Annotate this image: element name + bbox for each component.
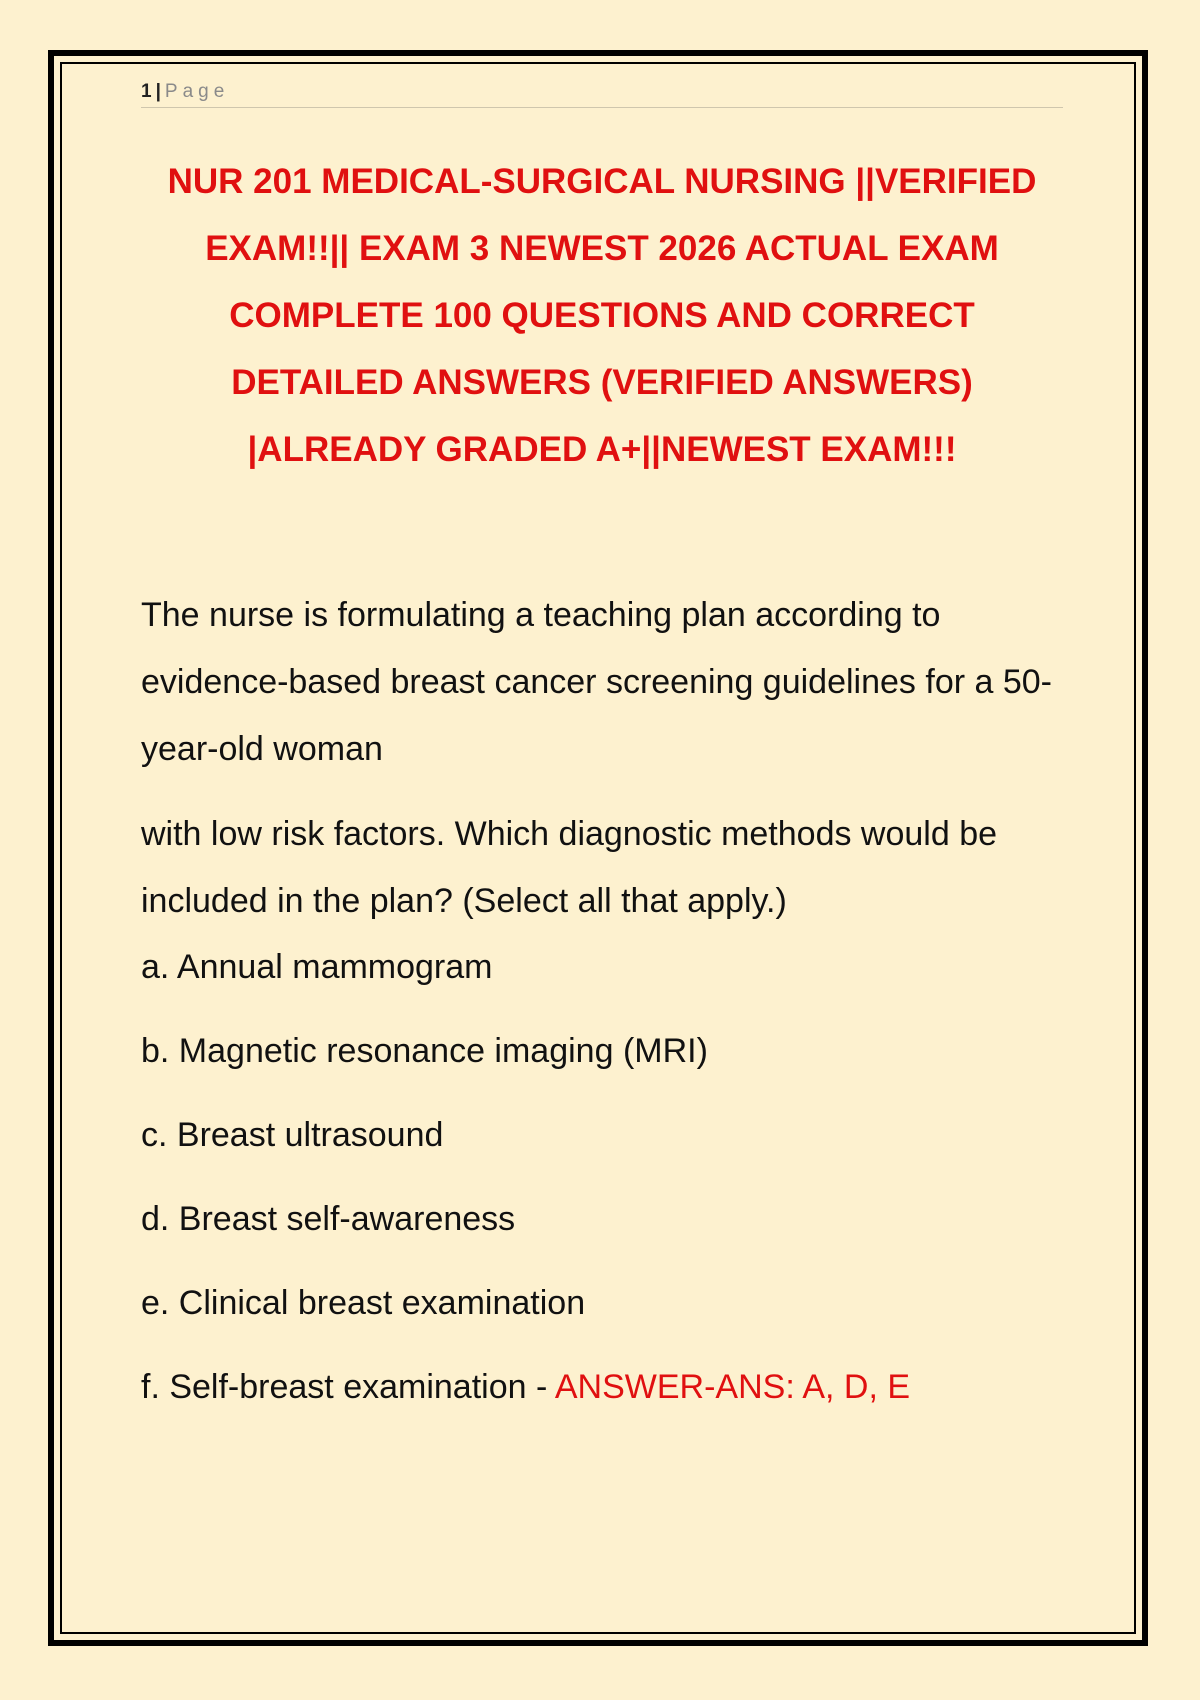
question-stem-part2: with low risk factors. Which diagnostic methods would be included in the plan? (Select all that apply.) xyxy=(141,815,998,920)
option-a: a. Annual mammogram xyxy=(141,948,493,986)
document-title: NUR 201 MEDICAL-SURGICAL NURSING ||VERIFIED EXAM!!|| EXAM 3 NEWEST 2026 ACTUAL EXAM COMPLETE 100 QUESTIONS AND CORRECT DETAILED ANSWERS (VERIFIED ANSWERS) |ALREADY GRADED A+||NEWEST EXAM!!! xyxy=(167,162,1037,469)
answer-key: ANSWER-ANS: A, D, E xyxy=(554,1368,911,1406)
page-separator: | xyxy=(155,81,161,102)
option-b: b. Magnetic resonance imaging (MRI) xyxy=(141,1032,708,1070)
question-stem-part1: The nurse is formulating a teaching plan according to evidence-based breast cancer screening guidelines for a 50-year-old woman xyxy=(141,596,1052,768)
question-block xyxy=(141,582,1063,1454)
page-header xyxy=(141,80,1063,108)
answer-options xyxy=(141,950,1063,1454)
page-label: Page xyxy=(164,81,230,102)
option-f-text: f. Self-breast examination - xyxy=(141,1368,555,1406)
page-number: 1 xyxy=(141,81,152,102)
option-f xyxy=(141,1370,1063,1454)
option-e: e. Clinical breast examination xyxy=(141,1284,586,1322)
option-c: c. Breast ultrasound xyxy=(141,1116,444,1154)
option-d: d. Breast self-awareness xyxy=(141,1200,516,1238)
